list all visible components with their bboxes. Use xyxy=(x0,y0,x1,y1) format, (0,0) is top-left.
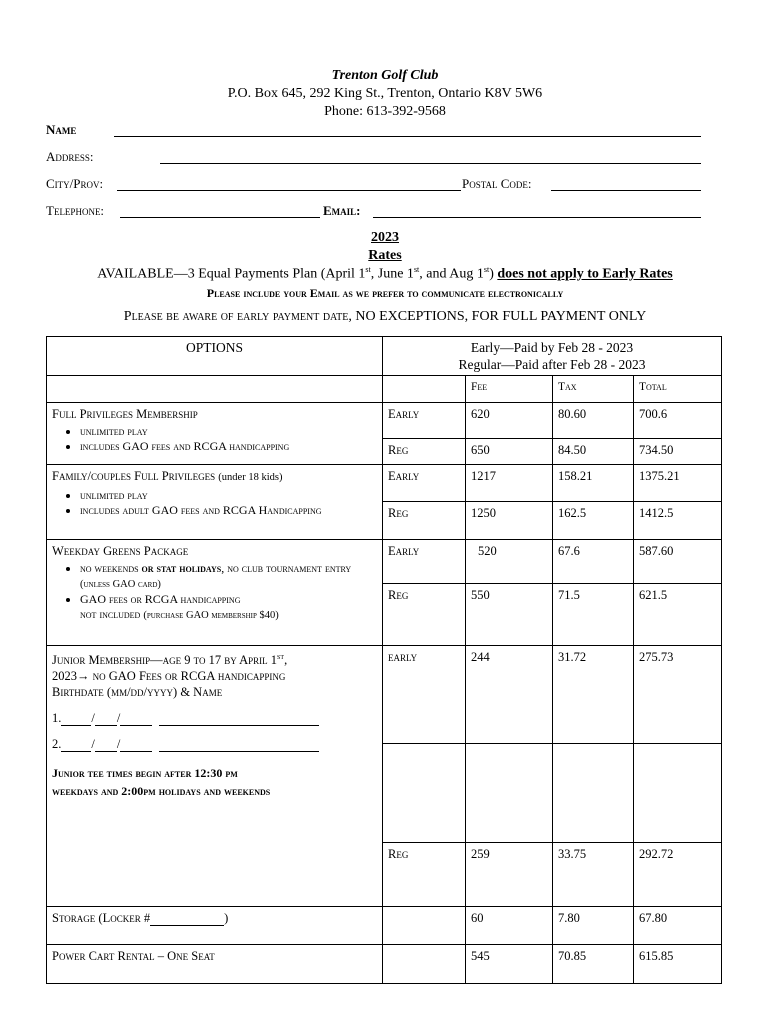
address-row xyxy=(46,149,701,169)
rates-table xyxy=(46,336,722,984)
table-row: Full Privileges Membership • unlimited play • includes GAO fees and RCGA handicapping Early 620 80.60 700.6 xyxy=(47,403,722,439)
table-row: Reg 550 71.5 621.5 xyxy=(47,584,722,646)
club-address: P.O. Box 645, 292 King St., Trenton, Ontario K8V 5W6 xyxy=(227,86,543,101)
name-label: Name xyxy=(46,122,77,137)
option-power-cart: Power Cart Rental – One Seat xyxy=(47,945,383,984)
email-note: Please include your Email as we prefer to communicate electronically xyxy=(206,286,564,300)
email-label: Email: xyxy=(323,203,361,218)
telephone-row xyxy=(46,203,701,223)
period-header: Early—Paid by Feb 28 - 2023 Regular—Paid after Feb 28 - 2023 xyxy=(383,337,722,376)
locker-number-field[interactable] xyxy=(150,925,224,926)
option-weekday-greens: Weekday Greens Package • no weekends or stat holidays, no club tournament entry (unless GAO card) • GAO fees or RCGA handicapping not included (purchase GAO membership $40) xyxy=(47,540,383,646)
postal-field[interactable] xyxy=(551,190,701,191)
club-phone: Phone: 613-392-9568 xyxy=(324,104,446,119)
total-column-header: Total xyxy=(634,376,722,403)
tax-column-header: Tax xyxy=(553,376,634,403)
table-row: Reg 650 84.50 734.50 xyxy=(47,439,722,465)
rates-year: 2023 xyxy=(371,230,399,245)
options-header: OPTIONS xyxy=(47,337,383,376)
name-row xyxy=(46,122,701,142)
table-row: Junior Membership—age 9 to 17 by April 1st, 2023→ no GAO Fees or RCGA handicapping Birthdate (mm/dd/yyyy) & Name 1. / / 2. / / Junior tee times begin after 12:30 pm weekdays and 2:00pm holidays and weekends early 244 31.72 275.73 xyxy=(47,646,722,744)
table-row: Reg 259 33.75 292.72 xyxy=(47,843,722,907)
fee-column-header: Fee xyxy=(466,376,553,403)
column-header-row xyxy=(47,376,722,403)
option-storage: Storage (Locker # ) xyxy=(47,907,383,945)
table-row: Weekday Greens Package • no weekends or stat holidays, no club tournament entry (unless GAO card) • GAO fees or RCGA handicapping not included (purchase GAO membership $40) Early 520 67.6 587.60 xyxy=(47,540,722,584)
table-row: Family/couples Full Privileges (under 18 kids) • unlimited play • includes adult GAO fees and RCGA Handicapping Early 1217 158.21 1375.21 xyxy=(47,465,722,502)
city-label: City/Prov: xyxy=(46,176,104,191)
email-field[interactable] xyxy=(373,217,701,218)
option-family: Family/couples Full Privileges (under 18 kids) • unlimited play • includes adult GAO fees and RCGA Handicapping xyxy=(47,465,383,540)
name-field[interactable] xyxy=(114,136,701,137)
city-field[interactable] xyxy=(117,190,461,191)
telephone-field[interactable] xyxy=(120,217,320,218)
early-rate-exception: does not apply to Early Rates xyxy=(497,266,673,282)
junior-entry-1[interactable]: 1. / / xyxy=(52,710,377,726)
table-header-row xyxy=(47,337,722,376)
table-row: Power Cart Rental – One Seat 545 70.85 615.85 xyxy=(47,945,722,984)
postal-label: Postal Code: xyxy=(462,176,532,191)
city-row xyxy=(46,176,701,196)
table-row: Storage (Locker # ) 60 7.80 67.80 xyxy=(47,907,722,945)
payment-date-warning: Please be aware of early payment date, NO EXCEPTIONS, FOR FULL PAYMENT ONLY xyxy=(123,309,647,324)
junior-entry-2[interactable]: 2. / / xyxy=(52,736,377,752)
table-row: Reg 1250 162.5 1412.5 xyxy=(47,502,722,540)
club-name: Trenton Golf Club xyxy=(331,68,439,83)
address-label: Address: xyxy=(46,149,94,164)
telephone-label: Telephone: xyxy=(46,203,105,218)
payment-plan-note: AVAILABLE—3 Equal Payments Plan (April 1st, June 1st, and Aug 1st) does not apply to Early Rates xyxy=(97,265,673,282)
option-full-privileges: Full Privileges Membership • unlimited play • includes GAO fees and RCGA handicapping xyxy=(47,403,383,465)
address-field[interactable] xyxy=(160,163,701,164)
rates-title: Rates xyxy=(368,248,402,263)
option-junior: Junior Membership—age 9 to 17 by April 1st, 2023→ no GAO Fees or RCGA handicapping Birthdate (mm/dd/yyyy) & Name 1. / / 2. / / Junior tee times begin after 12:30 pm weekdays and 2:00pm holidays and weekends xyxy=(47,646,383,907)
